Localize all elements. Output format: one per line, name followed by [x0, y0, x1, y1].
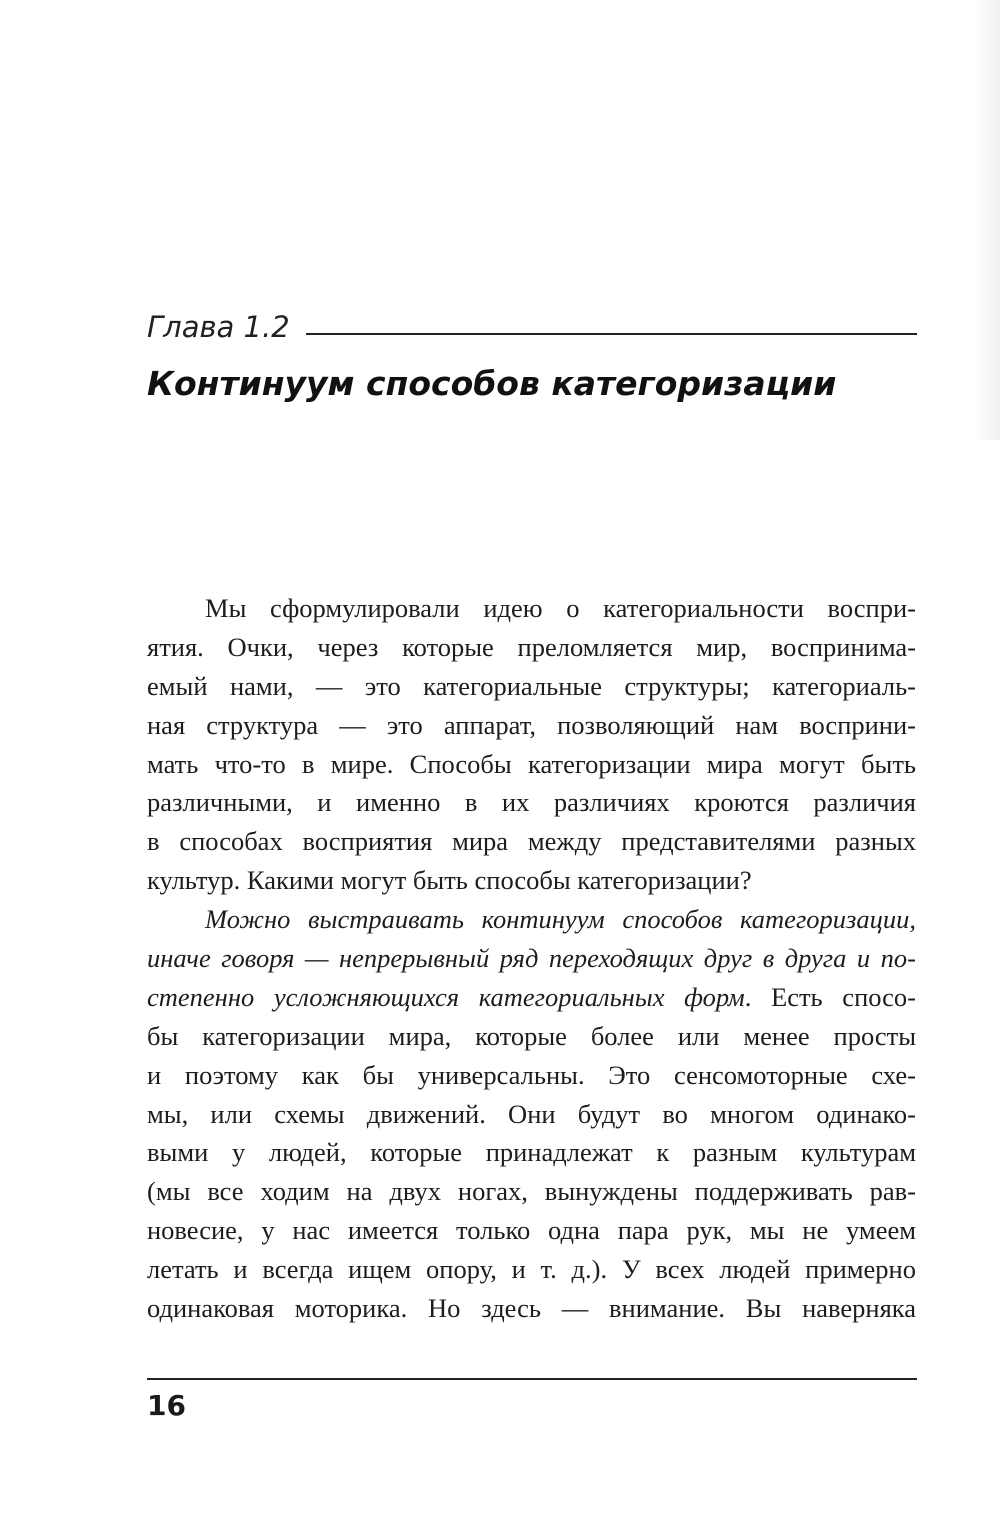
italic-text: Можно выстраивать континуум способов категоризации, [205, 904, 916, 935]
text-line: ятия. Очки, через которые преломляется мир, воспринима- [147, 631, 916, 662]
text-line: Мы сформулировали идею о категориальности воспри- [205, 593, 916, 623]
text-tail: . Есть спосо- [744, 981, 916, 1012]
footer-rule [147, 1378, 917, 1380]
text-line: культур. Какими могут быть способы категоризации? [147, 865, 752, 896]
text-line: мать что-то в мире. Способы категоризации мира могут быть [147, 748, 916, 779]
text-line [147, 978, 916, 1017]
text-line: и поэтому как бы универсальны. Это сенсомоторные схе- [147, 1059, 916, 1090]
text-line: выми у людей, которые принадлежат к разным культурам [147, 1137, 916, 1168]
text-line: одинаковая моторика. Но здесь — внимание. Вы наверняка [147, 1293, 916, 1324]
text-line [147, 939, 916, 978]
text-line: (мы все ходим на двух ногах, вынуждены поддерживать рав- [147, 1176, 916, 1207]
body-text [147, 589, 916, 1328]
text-line: новесие, у нас имеется только одна пара рук, мы не умеем [147, 1215, 916, 1246]
text-line: в способах восприятия мира между представителями разных [147, 826, 916, 857]
italic-text: иначе говоря — непрерывный ряд переходящих друг в друга и по- [147, 943, 916, 974]
chapter-label: Глава 1.2 [147, 310, 290, 344]
text-line: летать и всегда ищем опору, и т. д.). У всех людей примерно [147, 1254, 916, 1285]
scan-edge-shade [972, 0, 1000, 440]
text-line: ная структура — это аппарат, позволяющий нам восприни- [147, 709, 916, 740]
text-line: бы категоризации мира, которые более или менее просты [147, 1020, 916, 1051]
page-number: 16 [147, 1389, 186, 1422]
chapter-title: Континуум способов категоризации [147, 364, 837, 403]
chapter-heading-row [147, 300, 917, 344]
text-line: мы, или схемы движений. Они будут во многом одинако- [147, 1098, 916, 1129]
text-line: различными, и именно в их различиях кроются различия [147, 787, 916, 818]
chapter-rule [306, 333, 917, 335]
italic-text: степенно усложняющихся категориальных форм [147, 981, 745, 1012]
text-line [147, 900, 916, 939]
text-line: емый нами, — это категориальные структуры; категориаль- [147, 670, 916, 701]
